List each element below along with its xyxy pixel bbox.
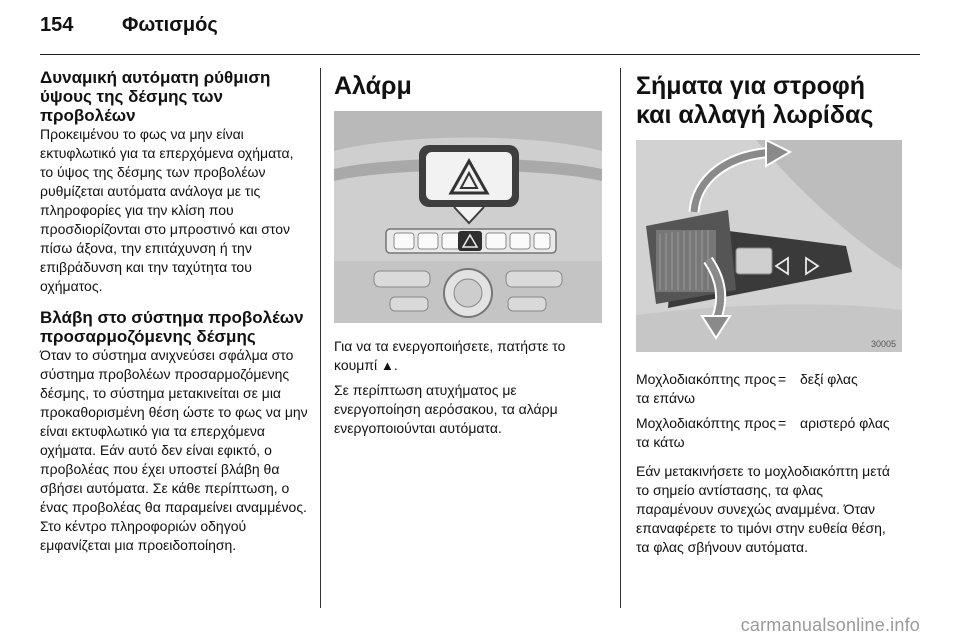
legend-key: Μοχλοδιακόπτης προς τα επάνω bbox=[636, 371, 777, 406]
turn-signal-legend bbox=[636, 370, 902, 458]
paragraph-dynamic-levelling: Προκειμένου το φως να μην είναι εκτυφλωτικό για τα επερχόμενα οχήματα, το ύψος της δέσμης των προβολέων ρυθμίζεται αυτόματα ανάλογα με τις πληροφορίες για την κλίση που προσδιορίζονται στο μπροστινό και στον πίσω άξονα, την επιτάχυνση ή την επιβράδυνση και την ταχύτητα του οχήματος. bbox=[40, 126, 294, 294]
column-divider-2 bbox=[620, 68, 621, 608]
page-number: 154 bbox=[40, 14, 74, 36]
section-heading-turn-signals: Σήματα για στροφή και αλλαγή λωρίδας bbox=[636, 72, 874, 129]
column-turn-signals bbox=[636, 72, 902, 557]
site-watermark: carmanualsonline.info bbox=[740, 615, 920, 635]
column-headlight-levelling bbox=[40, 68, 310, 555]
legend-key: Μοχλοδιακόπτης προς τα κάτω bbox=[636, 415, 777, 450]
legend-equals: = bbox=[778, 371, 787, 387]
paragraph-activate-hazard bbox=[334, 337, 606, 375]
turn-signal-lever-illustration bbox=[636, 140, 902, 352]
column-divider-1 bbox=[320, 68, 321, 608]
paragraph-fault: Όταν το σύστημα ανιχνεύσει σφάλμα στο σύστημα προβολέων προσαρμοζόμενης δέσμης, το σύστημα μετακινείται σε μια προκαθορισμένη θέση ώστε το φως να μην είναι εκτυφλωτικό για τα επερχόμενα οχήματα. Εάν αυτό δεν είναι εφικτό, ο προβολέας που έχει υποστεί βλάβη θα σβήσει αυτόματα. Σε κάθε περίπτωση, ο ένας προβολέας θα παραμείνει αναμμένος. Στο κέντρο πληροφοριών οδηγού εμφανίζεται μια προειδοποίηση. bbox=[40, 347, 308, 553]
page-title: Φωτισμός bbox=[122, 14, 218, 36]
paragraph-turn-signal-detent: Εάν μετακινήσετε το μοχλοδιακόπτη μετά το σημείο αντίστασης, τα φλας παραμένουν συνεχώς αναμμένα. Όταν επαναφέρετε το τιμόνι στην ευθεία θέση, τα φλας σβήνουν αυτόματα. bbox=[636, 463, 890, 555]
section-heading-dynamic-levelling: Δυναμική αυτόματη ρύθμιση ύψους της δέσμης των προβολέων bbox=[40, 68, 271, 125]
section-heading-fault: Βλάβη στο σύστημα προβολέων προσαρμοζόμενης δέσμης bbox=[40, 308, 304, 346]
legend-value: δεξί φλας bbox=[800, 371, 858, 387]
section-heading-hazard: Αλάρμ bbox=[334, 72, 412, 100]
legend-row bbox=[636, 414, 902, 458]
legend-equals: = bbox=[778, 415, 787, 431]
column-hazard-lights bbox=[334, 72, 606, 438]
text-period: . bbox=[393, 357, 398, 373]
paragraph-airbag-hazard: Σε περίπτωση ατυχήματος με ενεργοποίηση αερόσακου, τα αλάρμ ενεργοποιούνται αυτόματα. bbox=[334, 382, 558, 436]
hazard-button-illustration bbox=[334, 111, 602, 323]
legend-value: αριστερό φλας bbox=[800, 415, 890, 431]
header-rule bbox=[40, 54, 920, 55]
image-reference-code: 30005 bbox=[870, 339, 896, 349]
hazard-icon: ▲ bbox=[381, 358, 394, 373]
legend-row bbox=[636, 370, 902, 414]
text-activate-hazard: Για να τα ενεργοποιήσετε, πατήστε το κουμπί bbox=[334, 338, 566, 373]
page-header bbox=[40, 14, 218, 44]
